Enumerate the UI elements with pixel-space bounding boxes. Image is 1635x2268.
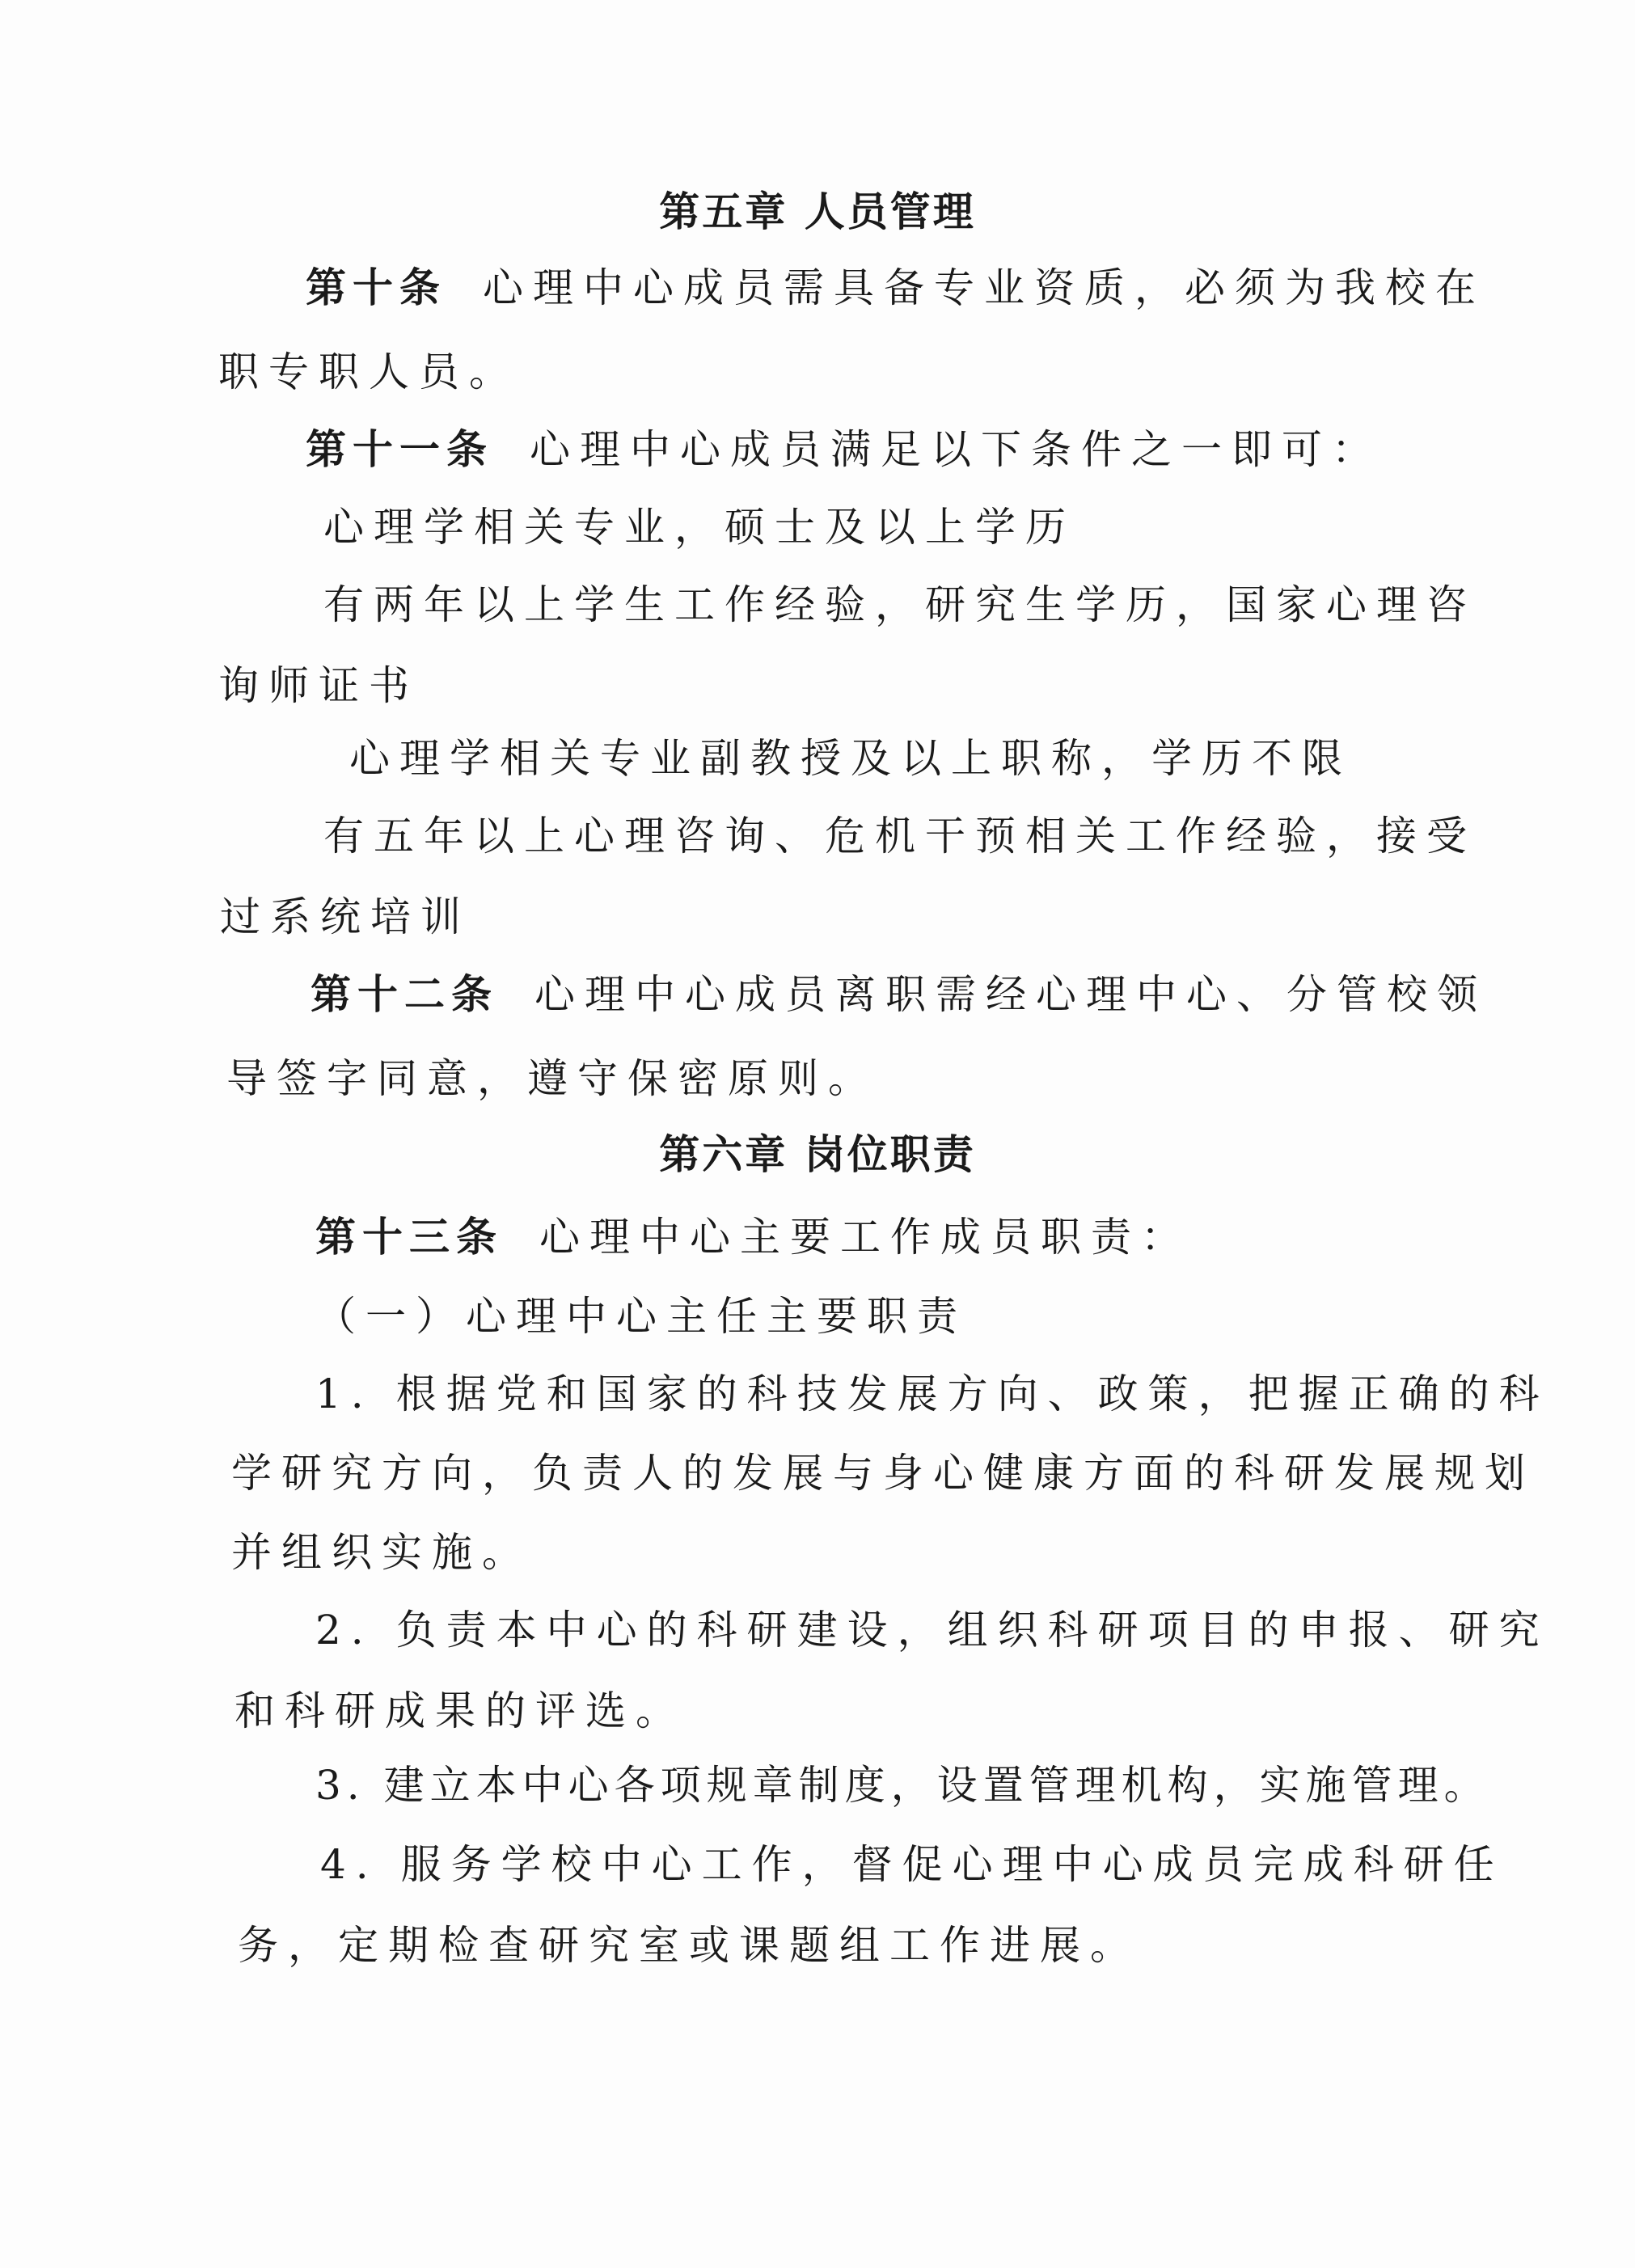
condition-4-line-1: 有五年以上心理咨询、危机干预相关工作经验，接受: [323, 813, 1477, 859]
condition-2-line-2: 询师证书: [218, 662, 419, 709]
article-10-line-1: [306, 264, 1485, 312]
article-13-text: 心理中心主要工作成员职责：: [539, 1214, 1191, 1261]
condition-1: 心理学相关专业，硕士及以上学历: [323, 504, 1075, 551]
subsection-1-title: （一）心理中心主任主要职责: [315, 1293, 967, 1340]
article-10-line-2: 职专职人员。: [218, 348, 519, 395]
article-12-line-1: [311, 970, 1487, 1019]
article-10-text: 心理中心成员需具备专业资质，必须为我校在: [483, 264, 1485, 311]
duty-1-line-3: 并组织实施。: [231, 1529, 532, 1576]
condition-4-line-2: 过系统培训: [220, 893, 471, 940]
article-11-line-1: [306, 425, 1382, 474]
article-10-label: 第十条: [306, 264, 446, 311]
article-11-label: 第十一条: [306, 425, 493, 473]
duty-1-line-2: 学研究方向，负责人的发展与身心健康方面的科研发展规划: [231, 1450, 1535, 1497]
article-13-line-1: [315, 1213, 1191, 1261]
duty-4-line-1: 4. 服务学校中心工作，督促心理中心成员完成科研任: [320, 1841, 1504, 1888]
article-11-text: 心理中心成员满足以下条件之一即可：: [530, 426, 1382, 473]
duty-3: 3. 建立本中心各项规章制度，设置管理机构，实施管理。: [315, 1762, 1490, 1809]
chapter-6-title: 第六章 岗位职责: [659, 1130, 976, 1178]
article-12-label: 第十二条: [311, 970, 498, 1018]
article-13-label: 第十三条: [315, 1213, 503, 1261]
duty-2-line-2: 和科研成果的评选。: [234, 1687, 686, 1734]
article-12-line-2: 导签字同意，遵守保密原则。: [226, 1055, 878, 1102]
condition-2-line-1: 有两年以上学生工作经验，研究生学历，国家心理咨: [323, 581, 1477, 628]
duty-1-line-1: 1. 根据党和国家的科技发展方向、政策，把握正确的科: [315, 1371, 1549, 1417]
article-12-text: 心理中心成员离职需经心理中心、分管校领: [534, 971, 1487, 1018]
condition-3: 心理学相关专业副教授及以上职称，学历不限: [349, 735, 1352, 782]
duty-2-line-1: 2. 负责本中心的科研建设，组织科研项目的申报、研究: [315, 1607, 1549, 1653]
duty-4-line-2: 务，定期检查研究室或课题组工作进展。: [238, 1922, 1140, 1969]
chapter-5-title: 第五章 人员管理: [659, 188, 976, 235]
